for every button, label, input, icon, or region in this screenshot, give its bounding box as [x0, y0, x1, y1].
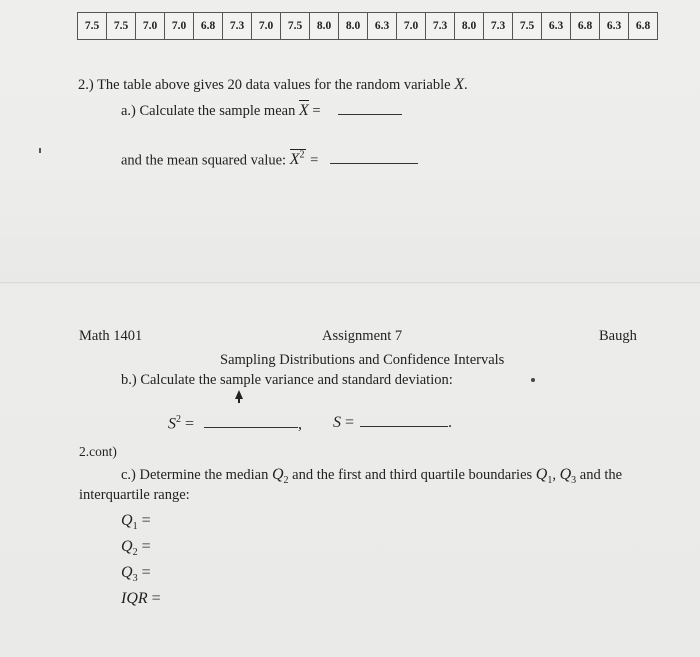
equals-sign: =	[141, 538, 151, 555]
x-symbol: X	[289, 151, 300, 169]
answer-blank-mean[interactable]	[338, 114, 402, 115]
equals-sign: =	[312, 103, 321, 119]
q2-subscript: 2	[283, 474, 289, 486]
exponent-2: 2	[176, 414, 181, 425]
part-c-text-end: and the	[576, 467, 623, 483]
part-b-label: b.) Calculate the sample variance and standard deviation:	[121, 372, 453, 388]
equals-sign: =	[185, 415, 195, 433]
data-cell: 7.5	[107, 13, 136, 40]
intro-period: .	[463, 77, 468, 93]
q3-symbol: Q	[121, 564, 133, 581]
data-cell: 7.0	[397, 13, 426, 40]
data-cell: 6.3	[600, 13, 629, 40]
data-cell: 6.8	[629, 13, 658, 40]
subtitle: Sampling Distributions and Confidence Intervals	[220, 352, 505, 368]
answer-blank-variance[interactable]	[204, 427, 298, 428]
data-cell: 7.3	[484, 13, 513, 40]
data-cell: 7.5	[513, 13, 542, 40]
part-c-line2: interquartile range:	[79, 487, 190, 503]
continued-label: 2.cont)	[79, 444, 117, 459]
variance-line	[168, 414, 302, 433]
top-page	[0, 0, 700, 283]
data-cell: 7.5	[78, 13, 107, 40]
data-cell: 6.8	[194, 13, 223, 40]
pen-mark	[39, 148, 41, 153]
q1-subscript: 1	[547, 474, 553, 486]
q3-subscript: 3	[132, 573, 138, 585]
q3-answer	[121, 564, 151, 584]
data-cell: 7.0	[165, 13, 194, 40]
pen-dot	[531, 378, 535, 382]
period: .	[448, 414, 453, 431]
problem-intro	[78, 76, 468, 94]
q1-answer	[121, 512, 151, 532]
course-name: Math 1401	[79, 328, 143, 344]
mean-squared	[121, 150, 418, 169]
assignment-title: Assignment 7	[322, 328, 403, 344]
s-squared-symbol: S	[168, 415, 176, 433]
variable-x: X	[454, 76, 464, 93]
q3-subscript: 3	[571, 474, 577, 486]
equals-sign: =	[151, 590, 161, 607]
mouse-cursor-tail	[238, 398, 240, 403]
part-c-text-mid: and the first and third quartile boundaries	[288, 467, 536, 483]
data-cell: 7.0	[136, 13, 165, 40]
s-symbol: S	[333, 414, 341, 431]
part-c-line1	[121, 466, 622, 486]
separator: ,	[552, 467, 556, 483]
q2-subscript: 2	[132, 547, 138, 559]
q1-subscript: 1	[132, 521, 138, 533]
q1-symbol: Q	[535, 466, 548, 483]
data-cell: 6.8	[571, 13, 600, 40]
q2-symbol: Q	[121, 538, 133, 555]
mean-squared-label: and the mean squared value:	[121, 152, 290, 169]
iqr-symbol: IQR	[121, 590, 148, 607]
data-cell: 7.3	[426, 13, 455, 40]
table-row	[78, 13, 658, 40]
data-cell: 7.5	[281, 13, 310, 40]
equals-sign: =	[141, 564, 151, 581]
q1-symbol: Q	[121, 512, 133, 529]
data-cell: 6.3	[542, 13, 571, 40]
exponent-2: 2	[299, 150, 305, 161]
data-cell: 8.0	[455, 13, 484, 40]
equals-sign: =	[310, 152, 319, 169]
data-cell: 6.3	[368, 13, 397, 40]
q2-symbol: Q	[271, 466, 284, 483]
part-c-text: c.) Determine the median	[121, 467, 272, 483]
x-bar-symbol: X	[298, 102, 309, 119]
iqr-answer	[121, 590, 161, 608]
data-cell: 7.0	[252, 13, 281, 40]
part-a	[121, 102, 402, 120]
q3-symbol: Q	[559, 466, 572, 483]
answer-blank-mean-squared[interactable]	[330, 163, 418, 164]
x-squared-bar	[290, 149, 307, 168]
author-name: Baugh	[599, 328, 637, 344]
equals-sign: =	[345, 414, 355, 431]
answer-blank-std-dev[interactable]	[360, 426, 448, 427]
equals-sign: =	[141, 512, 151, 529]
comma: ,	[298, 415, 303, 433]
page-fold	[0, 282, 700, 285]
std-dev-line	[333, 414, 452, 432]
q2-answer	[121, 538, 151, 558]
data-values-table	[77, 12, 658, 40]
data-cell: 8.0	[310, 13, 339, 40]
intro-text: 2.) The table above gives 20 data values for the random variable	[78, 77, 455, 93]
data-cell: 7.3	[223, 13, 252, 40]
data-cell: 8.0	[339, 13, 368, 40]
part-a-label: a.) Calculate the sample mean	[121, 103, 299, 119]
